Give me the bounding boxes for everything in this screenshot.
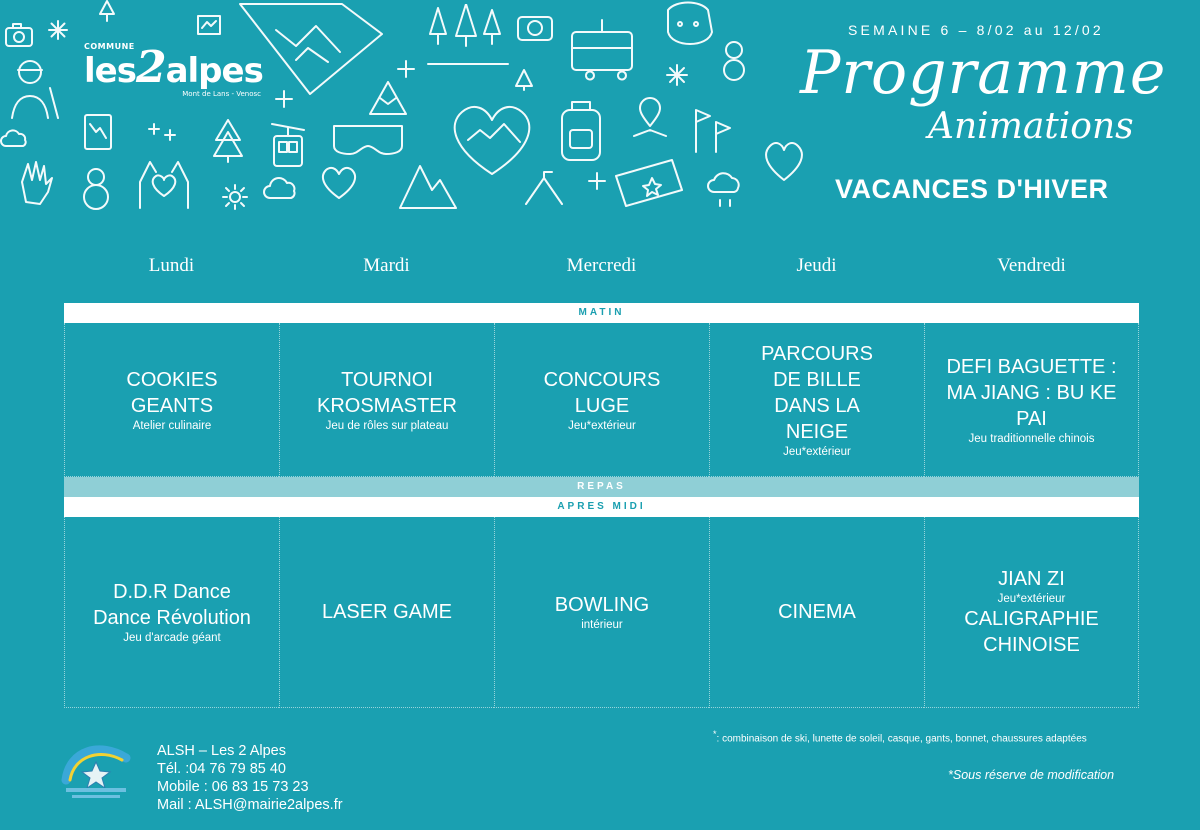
snowflake5-icon [588, 172, 606, 190]
gondola-icon [270, 120, 306, 170]
snowflake-icon [48, 20, 68, 40]
logo-commune-label: COMMUNE [84, 42, 135, 51]
tram-icon [568, 18, 636, 82]
activity-description: Jeu de rôles sur plateau [325, 419, 449, 432]
contact-block [157, 742, 343, 814]
snowman-icon [80, 165, 112, 211]
schedule-cell [709, 517, 924, 708]
map-pin-icon [630, 96, 670, 140]
activity-title: CINEMA [778, 601, 856, 623]
activity-description: intérieur [581, 619, 623, 631]
winter-doodles [0, 0, 780, 215]
afternoon-row [64, 517, 1139, 708]
schedule-cell [279, 517, 494, 708]
snowflake3-icon [396, 60, 416, 78]
snowflake4-icon [274, 90, 294, 108]
dog-icon [660, 0, 716, 56]
cloud-small-icon [262, 176, 298, 202]
pine-tree-icon [212, 118, 244, 164]
glove-icon [18, 158, 58, 208]
morning-section-bar: MATIN [64, 303, 1139, 323]
schedule-cell [494, 517, 709, 708]
period-title: VACANCES D'HIVER [835, 174, 1109, 204]
contact-line: ALSH – Les 2 Alpes [157, 743, 286, 759]
reserve-note: *Sous réserve de modification [948, 768, 1115, 782]
week-label: SEMAINE 6 – 8/02 au 12/02 [848, 22, 1104, 38]
flags-icon [686, 104, 738, 154]
activity-description: Jeu*extérieur [568, 419, 636, 432]
schedule-cell [494, 323, 709, 477]
schedule-cell [924, 323, 1139, 477]
schedule-cell [279, 323, 494, 477]
skier-icon [6, 58, 60, 120]
heart-photo-icon [318, 162, 360, 202]
activity-title: LASER GAME [321, 601, 453, 623]
tree-icon [98, 0, 116, 22]
logo-suffix: alpes [165, 51, 263, 91]
day-header: Mercredi [566, 255, 637, 276]
schedule-cell [924, 517, 1139, 708]
equipment-footnote [713, 729, 1087, 744]
activity-description: Jeu d'arcade géant [123, 632, 221, 644]
cloud-icon [0, 128, 28, 150]
day-header: Mardi [363, 255, 410, 276]
ticket-icon [612, 156, 688, 210]
programme-title: Programme [800, 38, 1167, 108]
hands-heart-icon [132, 152, 196, 210]
camera-icon [4, 22, 34, 48]
logo-subtitle: Mont de Lans - Venosc [182, 90, 261, 98]
snowflake2-icon [666, 64, 688, 86]
schedule-cell [64, 517, 279, 708]
activity-description: Jeu traditionnelle chinois [968, 432, 1095, 445]
activity-title: BOWLING [554, 594, 650, 616]
activity-title: PARCOURS DE BILLE DANS LA NEIGE [761, 342, 873, 443]
les2alpes-logo [84, 42, 269, 98]
day-headers [64, 255, 1139, 277]
contact-email[interactable]: Mail : ALSH@mairie2alpes.fr [157, 797, 343, 813]
schedule-cell [709, 323, 924, 477]
afternoon-section-bar: APRES MIDI [64, 497, 1139, 517]
activity-title: COOKIES GEANTS [126, 368, 218, 417]
contact-phone: Tél. :04 76 79 85 40 [157, 761, 286, 777]
activity-description: Jeu*extérieur [783, 445, 851, 458]
programme-subtitle: Animations [928, 106, 1134, 147]
tree-small-icon [514, 68, 534, 92]
trees-icon [426, 4, 510, 72]
contact-mobile: Mobile : 06 83 15 73 23 [157, 779, 309, 795]
day-header: Jeudi [796, 255, 837, 276]
footnote-text: : combinaison de ski, lunette de soleil, casque, gants, bonnet, chaussures adaptées [716, 733, 1087, 745]
heart-badge-icon [760, 138, 808, 184]
activity-description: Jeu*extérieur [997, 593, 1066, 605]
stars-icon [148, 122, 178, 142]
activity-description: Atelier culinaire [132, 419, 212, 432]
activity-title: DEFI BAGUETTE : MA JIANG : BU KE PAI [946, 355, 1117, 430]
day-header: Vendredi [997, 255, 1066, 276]
cloud-snow-icon [706, 172, 746, 210]
sun-icon [222, 184, 248, 210]
logo-number: 2 [135, 42, 166, 93]
activity-title-secondary: CALIGRAPHIE CHINOISE [964, 608, 1099, 656]
snowman2-icon [714, 38, 754, 82]
alsh-logo-icon [60, 740, 132, 802]
backpack-icon [554, 96, 608, 164]
footnote-mark: * [713, 729, 717, 739]
morning-row [64, 323, 1139, 477]
frame-icon [196, 14, 222, 36]
mountain-badge-icon [366, 78, 410, 118]
schedule-cell [64, 323, 279, 477]
activity-title: D.D.R Dance Dance Révolution [93, 581, 251, 629]
peak-flag-icon [524, 170, 564, 206]
heart-mountain-icon [442, 96, 542, 180]
camera2-icon [516, 10, 554, 42]
goggles-icon [328, 118, 408, 158]
activity-title: TOURNOI KROSMASTER [316, 368, 458, 417]
logo-prefix: les [84, 51, 136, 91]
activity-title: JIAN ZI [998, 568, 1065, 590]
book-icon [82, 112, 116, 152]
day-header: Lundi [148, 255, 195, 276]
lunch-section-bar: REPAS [64, 477, 1139, 497]
activity-title: CONCOURS LUGE [543, 368, 661, 417]
